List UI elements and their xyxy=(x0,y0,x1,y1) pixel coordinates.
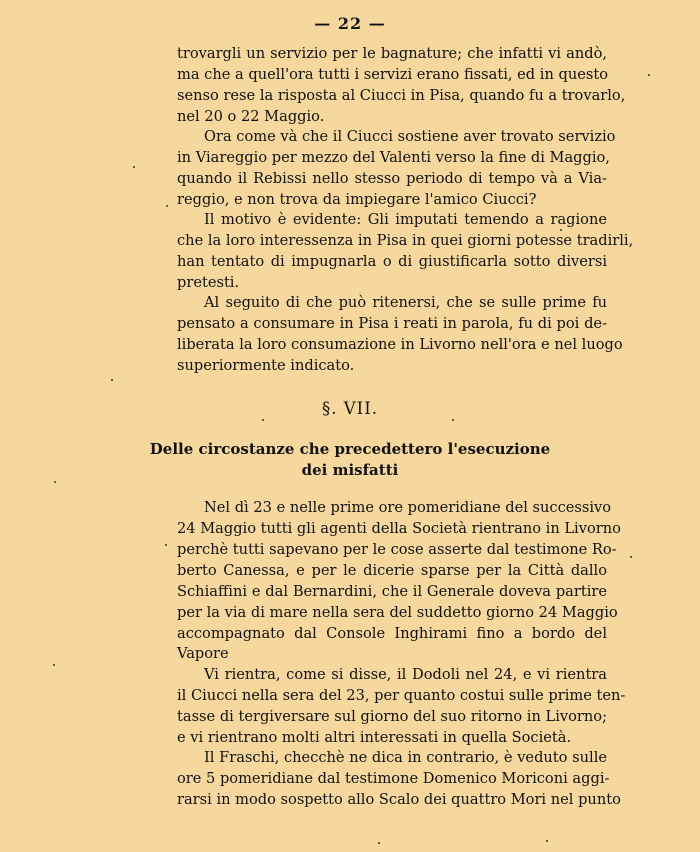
text-line: pensato a consumare in Pisa i reati in parola, fu di poi de- xyxy=(177,315,607,332)
text-line: accompagnato dal Console Inghirami fino a bordo del xyxy=(177,625,607,642)
scan-speck xyxy=(648,74,650,76)
text-line: rarsi in modo sospetto allo Scalo dei quattro Mori nel punto xyxy=(177,791,621,808)
text-line: Il motivo è evidente: Gli imputati temendo a ragione xyxy=(204,211,607,228)
scan-speck xyxy=(133,166,135,168)
text-line: pretesti. xyxy=(177,274,240,291)
scan-speck xyxy=(262,419,264,421)
section-title-line: Delle circostanze che precedettero l'esecuzione xyxy=(149,440,551,458)
text-line: senso rese la risposta al Ciucci in Pisa, quando fu a trovarlo, xyxy=(177,87,626,104)
text-line: Vi rientra, come si disse, il Dodoli nel 24, e vi rientra xyxy=(204,666,607,683)
scan-speck xyxy=(166,205,168,207)
text-line: superiormente indicato. xyxy=(177,357,355,374)
section-number: §. VII. xyxy=(322,399,378,418)
text-line: che la loro interessenza in Pisa in quei giorni potesse tradirli, xyxy=(177,232,634,249)
text-line: nel 20 o 22 Maggio. xyxy=(177,108,325,125)
scan-speck xyxy=(630,556,632,558)
text-line: per la via di mare nella sera del suddetto giorno 24 Maggio xyxy=(177,604,618,621)
scan-speck xyxy=(452,419,454,421)
text-line: Il Fraschi, checchè ne dica in contrario, è veduto sulle xyxy=(204,749,607,766)
page-number: — 22 — xyxy=(314,14,386,33)
text-line: Al seguito di che può ritenersi, che se sulle prime fu xyxy=(204,294,607,311)
section-title-line: dei misfatti xyxy=(301,461,399,479)
text-line: berto Canessa, e per le dicerie sparse per la Città dallo xyxy=(177,562,607,579)
text-line: liberata la loro consumazione in Livorno nell'ora e nel luogo xyxy=(177,336,623,353)
scan-speck xyxy=(111,379,113,381)
text-line: Schiaffini e dal Bernardini, che il Generale doveva partire xyxy=(177,583,607,600)
scan-speck xyxy=(560,229,562,231)
text-line: han tentato di impugnarla o di giustificarla sotto diversi xyxy=(177,253,607,270)
text-line: Vapore xyxy=(177,645,229,662)
text-line: perchè tutti sapevano per le cose asserte dal testimone Ro- xyxy=(177,541,617,558)
text-line: Nel dì 23 e nelle prime ore pomeridiane del successivo xyxy=(204,499,612,516)
text-line: Ora come và che il Ciucci sostiene aver trovato servizio xyxy=(204,128,616,145)
text-line: 24 Maggio tutti gli agenti della Società rientrano in Livorno xyxy=(177,520,621,537)
scan-speck xyxy=(165,544,167,546)
text-line: il Ciucci nella sera del 23, per quanto costui sulle prime ten- xyxy=(177,687,626,704)
text-line: ore 5 pomeridiane dal testimone Domenico Moriconi aggi- xyxy=(177,770,610,787)
text-line: trovargli un servizio per le bagnature; che infatti vi andò, xyxy=(177,45,607,62)
text-line: tasse di tergiversare sul giorno del suo ritorno in Livorno; xyxy=(177,708,607,725)
text-line: quando il Rebissi nello stesso periodo di tempo và a Via- xyxy=(177,170,607,187)
text-line: in Viareggio per mezzo del Valenti verso la fine di Maggio, xyxy=(177,149,610,166)
scan-speck xyxy=(546,840,548,842)
text-line: e vi rientrano molti altri interessati in quella Società. xyxy=(177,729,572,746)
scan-speck xyxy=(378,842,380,844)
scan-speck xyxy=(54,481,56,483)
text-line: reggio, e non trova da impiegare l'amico Ciucci? xyxy=(177,191,537,208)
text-line: ma che a quell'ora tutti i servizi erano fissati, ed in questo xyxy=(177,66,609,83)
scan-speck xyxy=(53,664,55,666)
